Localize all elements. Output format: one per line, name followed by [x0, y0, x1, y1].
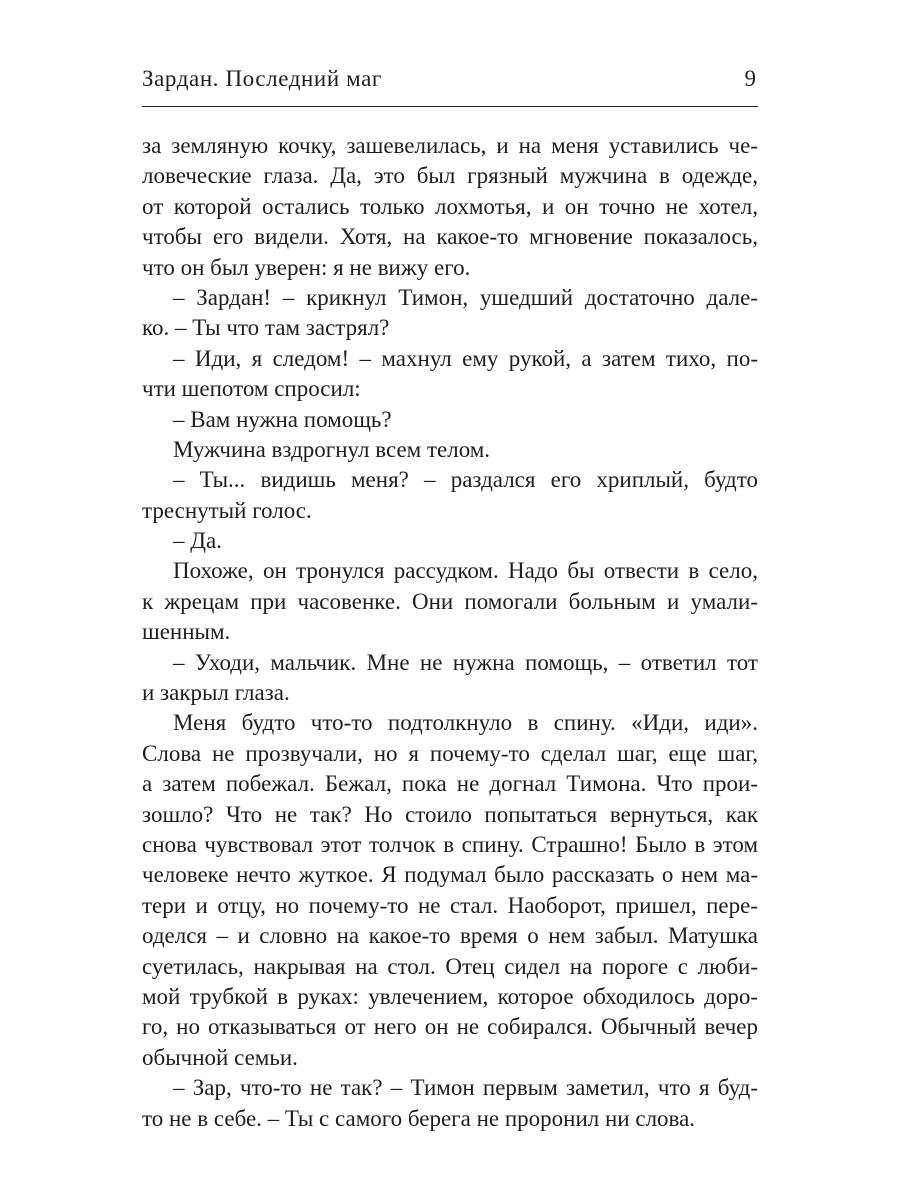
text-line: оделся – и словно на какое-то время о нем забыл. Матушка — [142, 923, 758, 949]
text-line: Похоже, он тронулся рассудком. Надо бы отвести в село, — [173, 558, 758, 584]
text-line: а затем побежал. Бежал, пока не догнал Тимона. Что прои- — [142, 771, 758, 797]
text-line: треснутый голос. — [142, 497, 312, 523]
text-line: – Уходи, мальчик. Мне не нужна помощь, – ответил тот — [173, 649, 758, 675]
running-head — [142, 66, 758, 102]
header-rule — [142, 106, 758, 107]
text-line: и закрыл глаза. — [142, 680, 290, 706]
text-line: – Ты... видишь меня? – раздался его хриплый, будто — [173, 467, 758, 493]
running-title: Зардан. Последний маг — [142, 66, 382, 91]
text-line: то не в себе. – Ты с самого берега не проронил ни слова. — [142, 1105, 696, 1131]
text-line: снова чувствовал этот толчок в спину. Страшно! Было в этом — [142, 831, 758, 857]
text-line: от которой остались только лохмотья, и он точно не хотел, — [142, 193, 758, 219]
text-line: чти шепотом спросил: — [142, 376, 361, 402]
text-line: Слова не прозвучали, но я почему-то сделал шаг, еще шаг, — [142, 740, 758, 766]
text-line: к жрецам при часовенке. Они помогали больным и умали- — [142, 588, 758, 614]
text-line: – Вам нужна помощь? — [173, 406, 392, 432]
text-line: Мужчина вздрогнул всем телом. — [173, 436, 491, 462]
page-number: 9 — [744, 66, 756, 91]
text-line: ко. – Ты что там застрял? — [142, 315, 390, 341]
text-line: – Да. — [173, 528, 222, 554]
text-line: го, но отказываться от него он не собирался. Обычный вечер — [142, 1014, 758, 1040]
text-line: ловеческие глаза. Да, это был грязный мужчина в одежде, — [142, 163, 758, 189]
body-text — [142, 131, 758, 1134]
text-line: Меня будто что-то подтолкнуло в спину. «Иди, иди». — [173, 710, 758, 736]
text-line: – Зардан! – крикнул Тимон, ушедший достаточно дале- — [173, 284, 758, 310]
text-line: тери и отцу, но почему-то не стал. Наоборот, пришел, пере- — [142, 892, 758, 918]
text-line: что он был уверен: я не вижу его. — [142, 254, 471, 280]
text-line: зошло? Что не так? Но стоило попытаться вернуться, как — [142, 801, 758, 827]
text-line: – Иди, я следом! – махнул ему рукой, а затем тихо, по- — [173, 345, 758, 371]
text-line: шенным. — [142, 619, 231, 645]
text-line: человеке нечто жуткое. Я подумал было рассказать о нем ма- — [142, 862, 758, 888]
text-line: обычной семьи. — [142, 1044, 298, 1070]
text-line: за земляную кочку, зашевелилась, и на меня уставились че- — [142, 133, 758, 158]
text-line: мой трубкой в руках: увлечением, которое обходилось доро- — [142, 983, 758, 1009]
text-line: суетилась, накрывая на стол. Отец сидел на пороге с люби- — [142, 953, 758, 979]
text-line: – Зар, что-то не так? – Тимон первым заметил, что я буд- — [173, 1075, 758, 1101]
text-line: чтобы его видели. Хотя, на какое-то мгновение показалось, — [142, 224, 758, 250]
